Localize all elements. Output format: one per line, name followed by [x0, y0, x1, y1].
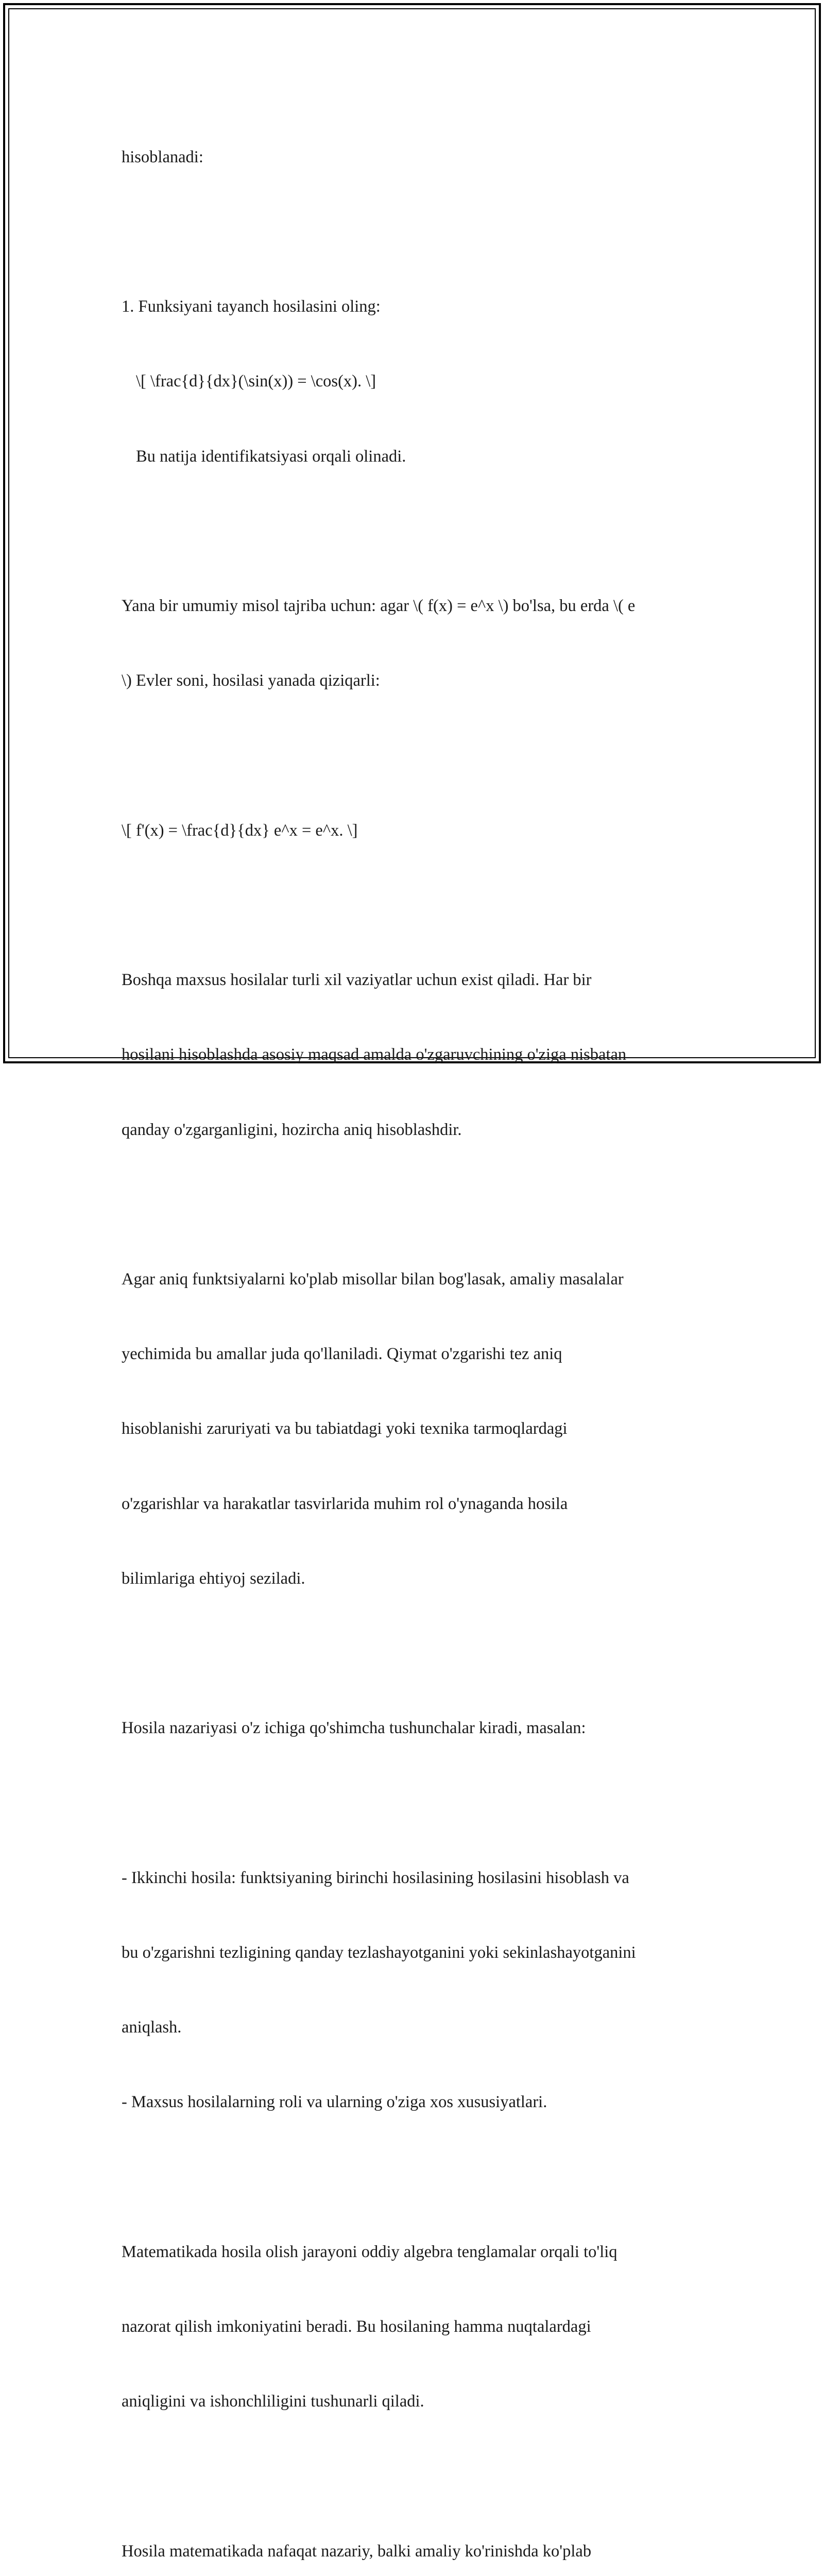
concept-list [122, 1816, 709, 2165]
list-item-continuation: aniqlash. [122, 2018, 182, 2037]
paragraph-conclusion [122, 2489, 709, 2576]
example-paragraph [122, 544, 709, 743]
text-line: Matematikada hosila olish jarayoni oddiy algebra tenglamalar orqali to'liq [122, 2242, 617, 2261]
step-note: Bu natija identifikatsiyasi orqali olinadi. [136, 447, 406, 466]
text-line: Agar aniq funktsiyalarni ko'plab misollar bilan bog'lasak, amaliy masalalar [122, 1270, 624, 1289]
exp-derivative-formula [122, 768, 709, 893]
text-line: nazorat qilish imkoniyatini beradi. Bu hosilaning hamma nuqtalardagi [122, 2317, 591, 2336]
list-item: - Maxsus hosilalarning roli va ularning o'ziga xos xususiyatlari. [122, 2093, 547, 2112]
text-line: qanday o'zgarganligini, hozircha aniq hisoblashdir. [122, 1120, 462, 1139]
text-line: Boshqa maxsus hosilalar turli xil vaziyatlar uchun exist qiladi. Har bir [122, 971, 592, 990]
text-line: \) Evler soni, hosilasi yanada qiziqarli: [122, 671, 380, 690]
list-item-continuation: bu o'zgarishni tezligining qanday tezlashayotganini yoki sekinlashayotganini [122, 1943, 636, 1962]
step-1-block [122, 244, 709, 518]
text-line: aniqligini va ishonchliligini tushunarli qiladi. [122, 2392, 424, 2411]
text-line: yechimida bu amallar juda qo'llaniladi. Qiymat o'zgarishi tez aniq [122, 1345, 562, 1364]
step-heading: 1. Funksiyani tayanch hosilasini oling: [122, 297, 381, 316]
list-item: - Ikkinchi hosila: funktsiyaning birinchi hosilasining hosilasini hisoblash va [122, 1868, 629, 1887]
paragraph-algebra [122, 2190, 709, 2464]
text-line: Hosila nazariyasi o'z ichiga qo'shimcha tushunchalar kiradi, masalan: [122, 1719, 586, 1738]
formula-line: \[ f'(x) = \frac{d}{dx} e^x = e^x. \] [122, 821, 358, 840]
intro-paragraph [122, 95, 709, 219]
text-line: Hosila matematikada nafaqat nazariy, balki amaliy ko'rinishda ko'plab [122, 2541, 592, 2561]
text-line: hosilani hisoblashda asosiy maqsad amalda o'zgaruvchining o'ziga nisbatan [122, 1045, 627, 1064]
sin-derivative-formula: \[ \frac{d}{dx}(\sin(x)) = \cos(x). \] [136, 372, 376, 391]
text-line: o'zgarishlar va harakatlar tasvirlarida muhim rol o'ynaganda hosila [122, 1494, 568, 1513]
paragraph-applications [122, 1217, 709, 1641]
text-line: bilimlariga ehtiyoj seziladi. [122, 1569, 305, 1588]
text-line: Yana bir umumiy misol tajriba uchun: agar \( f(x) = e^x \) bo'lsa, bu erda \( e [122, 597, 636, 616]
document-body [122, 95, 709, 2576]
text-line: hisoblanishi zaruriyati va bu tabiatdagi yoki texnika tarmoqlardagi [122, 1419, 568, 1438]
paragraph-theory [122, 1666, 709, 1791]
paragraph-special-derivatives [122, 918, 709, 1192]
text-line: hisoblanadi: [122, 147, 203, 166]
